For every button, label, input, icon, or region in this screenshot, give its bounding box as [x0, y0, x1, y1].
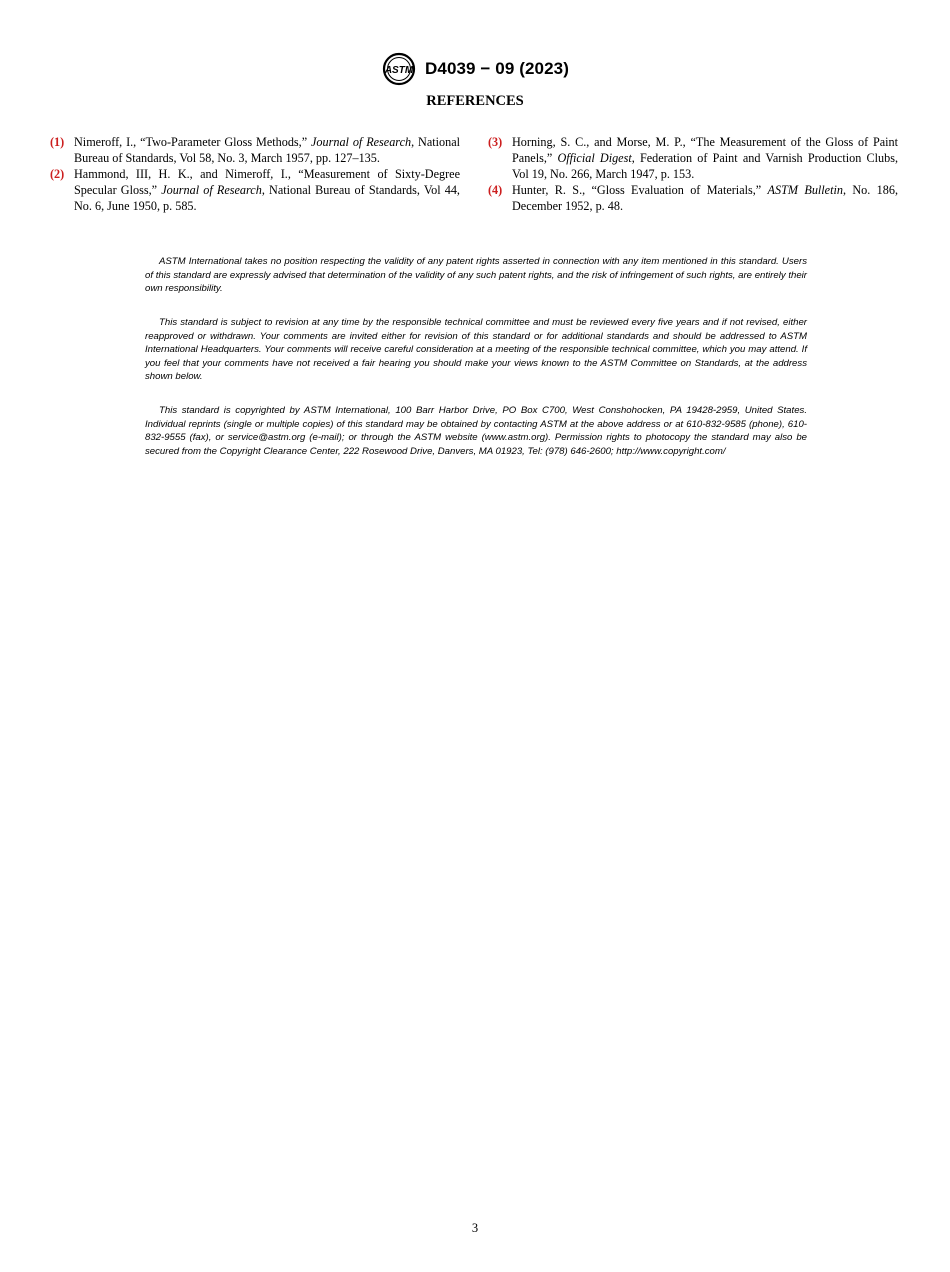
svg-text:ASTM: ASTM	[384, 65, 414, 76]
reference-item	[50, 166, 460, 214]
reference-item	[50, 134, 460, 166]
revision-notice: This standard is subject to revision at any time by the responsible technical committee and must be reviewed every five years and if not revised, either reapproved or withdrawn. Your comments are invited either for revision of this standard or for additional standards and should be addressed to ASTM International Headquarters. Your comments will receive careful consideration at a meeting of the responsible technical committee, which you may attend. If you feel that your comments have not received a fair hearing you should make your views known to the ASTM Committee on Standards, at the address shown below.	[145, 317, 807, 383]
references-column-right	[488, 134, 898, 214]
references-heading: REFERENCES	[426, 93, 524, 109]
references-column-left	[50, 134, 460, 214]
copyright-notice: This standard is copyrighted by ASTM International, 100 Barr Harbor Drive, PO Box C700, West Conshohocken, PA 19428-2959, United States. Individual reprints (single or multiple copies) of this standard may be obtained by contacting ASTM at the above address or at 610-832-9585 (phone), 610-832-9555 (fax), or service@astm.org (e-mail); or through the ASTM website (www.astm.org). Permission rights to photocopy the standard may also be secured from the Copyright Clearance Center, 222 Rosewood Drive, Danvers, MA 01923, Tel: (978) 646-2600; http://www.copyright.com/	[145, 405, 807, 457]
reference-number: (4)	[488, 183, 503, 197]
reference-text: Hunter, R. S., “Gloss Evaluation of Materials,” ASTM Bulletin, No. 186, December 1952, p. 48.	[512, 183, 898, 213]
reference-number: (3)	[488, 135, 503, 149]
reference-item	[488, 134, 898, 182]
reference-text: Hammond, III, H. K., and Nimeroff, I., “Measurement of Sixty-Degree Specular Gloss,” Journal of Research, National Bureau of Standards, Vol 44, No. 6, June 1950, p. 585.	[74, 167, 460, 213]
patent-notice: ASTM International takes no position respecting the validity of any patent rights asserted in connection with any item mentioned in this standard. Users of this standard are expressly advised that determination of the validity of any such patent rights, and the risk of infringement of such rights, are entirely their own responsibility.	[145, 256, 807, 295]
reference-number: (1)	[50, 135, 65, 149]
reference-item	[488, 182, 898, 214]
document-header	[0, 52, 950, 86]
standard-designation: D4039 − 09 (2023)	[425, 59, 569, 78]
reference-text: Nimeroff, I., “Two-Parameter Gloss Methods,” Journal of Research, National Bureau of Standards, Vol 58, No. 3, March 1957, pp. 127–135.	[74, 135, 460, 165]
reference-text: Horning, S. C., and Morse, M. P., “The Measurement of the Gloss of Paint Panels,” Official Digest, Federation of Paint and Varnish Production Clubs, Vol 19, No. 266, March 1947, p. 153.	[512, 135, 898, 181]
reference-number: (2)	[50, 167, 65, 181]
page-number: 3	[471, 1221, 479, 1235]
astm-logo-icon	[381, 52, 417, 86]
